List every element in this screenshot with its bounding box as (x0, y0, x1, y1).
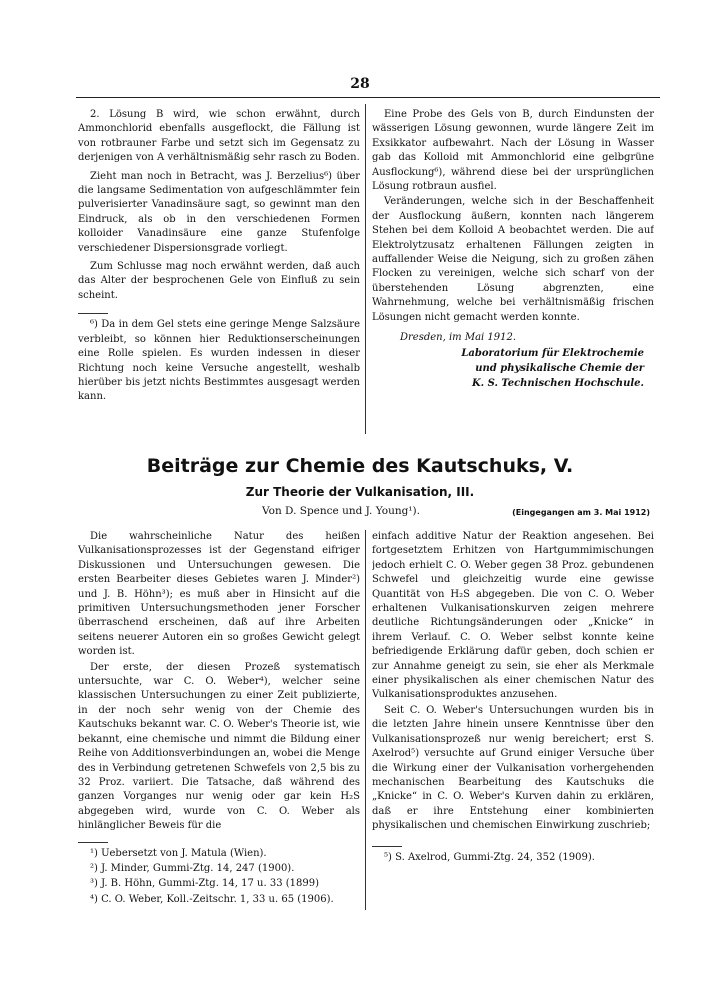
paragraph: 2. Lösung B wird, wie schon erwähnt, durch Ammonchlorid ebenfalls ausgeflockt, die Fällung ist von rotbrauner Farbe und setzt sich im Gegensatz zu derjenigen von A verhältnismäßig sehr rasch zu Boden. (78, 109, 360, 164)
footnote: ⁴) C. O. Weber, Koll.-Zeitschr. 1, 33 u. 65 (1906). (90, 893, 334, 905)
footnote-rule (372, 846, 402, 847)
footnote-rule (78, 313, 108, 314)
received-date: (Eingegangen am 3. Mai 1912) (512, 508, 650, 517)
paragraph: Seit C. O. Weber's Untersuchungen wurden bis in die letzten Jahre hinein unsere Kenntnisse über den Vulkanisationsprozeß nur wenig bereichert; erst S. Axelrod⁵) versuchte auf Grund einiger Versuche über die Wirkung einer der Vulkanisation vorhergehenden mechanischen Bearbeitung des Kautschuks die „Knicke“ in C. O. Weber's Kurven dahin zu erklären, daß er ihre Entstehung einer kombinierten physikalischen und chemischen Einwirkung zuschrieb; (372, 704, 654, 832)
footnote-rule (78, 842, 108, 843)
paragraph: Zum Schlusse mag noch erwähnt werden, daß auch das Alter der besprochenen Gele von Einfluß zu sein scheint. (78, 261, 360, 301)
article-byline: Von D. Spence und J. Young¹). (262, 505, 420, 517)
article-subtitle: Zur Theorie der Vulkanisation, III. (245, 485, 475, 499)
paragraph: Die wahrscheinliche Natur des heißen Vulkanisationsprozesses ist der Gegenstand eifriger Diskussionen und Untersuchungen gewesen. Die ersten Bearbeiter dieses Gebietes waren J. Minder²) und J. B. Höhn³); es muß aber in Hinsicht auf die primitiven Untersuchungsmethoden jener Forscher überraschend erscheinen, daß auf ihre Arbeiten seitens neuerer Autoren ein so großes Gewicht gelegt worden ist. (78, 531, 360, 658)
footnote: ¹) Uebersetzt von J. Matula (Wien). (90, 847, 267, 859)
dateline: Dresden, im Mai 1912. (400, 332, 517, 344)
column-divider (365, 104, 366, 434)
article-title: Beiträge zur Chemie des Kautschuks, V. (146, 455, 574, 477)
paragraph: einfach additive Natur der Reaktion angesehen. Bei fortgesetztem Erhitzen von Hartgummimischungen jedoch erhielt C. O. Weber gegen 38 Proz. gebundenen Schwefel und gleichzeitig wurde eine gewisse Quantität von H₂S abgegeben. Die von C. O. Weber erhaltenen Vulkanisationskurven zeigen mehrere deutliche Richtungsänderungen oder „Knicke“ in ihrem Verlauf. C. O. Weber selbst konnte keine befriedigende Erklärung dafür geben, doch schien er zur Annahme geneigt zu sein, sie eher als Merkmale einer physikalischen als einer chemischen Natur des Vulkanisationsproduktes anzusehen. (372, 531, 654, 701)
page-number: 28 (350, 76, 370, 92)
previous-article-right-column (372, 108, 654, 392)
previous-article-left-column (78, 108, 360, 405)
column-divider (365, 530, 366, 910)
footnote: ²) J. Minder, Gummi-Ztg. 14, 247 (1900). (90, 862, 295, 874)
footnote: ⁶) Da in dem Gel stets eine geringe Menge Salzsäure verbleibt, so können hier Reduktionserscheinungen eine Rolle spielen. Es wurden indessen in dieser Richtung noch keine Versuche angestellt, weshalb hierüber bis jetzt nichts Bestimmtes ausgesagt werden kann. (78, 319, 360, 403)
footnote: ⁵) S. Axelrod, Gummi-Ztg. 24, 352 (1909). (384, 851, 595, 863)
article-right-column (372, 530, 654, 865)
paragraph: Der erste, der diesen Prozeß systematisch untersuchte, war C. O. Weber⁴), welcher seine klassischen Untersuchungen zu einer Zeit publizierte, in der noch sehr wenig von der Chemie des Kautschuks bekannt war. C. O. Weber's Theorie ist, wie bekannt, eine chemische und nimmt die Bildung einer Reihe von Additionsverbindungen an, wobei die Menge des in Verbindung getretenen Schwefels von 2,5 bis zu 32 Proz. variiert. Die Tatsache, daß während des ganzen Vorganges nur wenig oder gar kein H₂S abgegeben wird, wurde von C. O. Weber als hinlänglicher Beweis für die (78, 661, 360, 832)
paragraph: Zieht man noch in Betracht, was J. Berzelius⁶) über die langsame Sedimentation von aufgeschlämmter fein pulverisierter Vanadinsäure sagt, so gewinnt man den Eindruck, als ob in den verschiedenen Formen kolloider Vanadinsäure eine ganze Stufenfolge verschiedener Dispersionsgrade vorliegt. (78, 170, 360, 254)
affiliation-line: und physikalische Chemie der (475, 362, 644, 374)
affiliation-line: K. S. Technischen Hochschule. (471, 378, 644, 390)
paragraph: Eine Probe des Gels von B, durch Eindunsten der wässerigen Lösung gewonnen, wurde längere Zeit im Exsikkator aufbewahrt. Nach der Lösung in Wasser gab das Kolloid mit Ammonchlorid eine gelbgrüne Ausflockung⁶), während diese bei der ursprünglichen Lösung rotbraun ausfiel. (372, 109, 654, 193)
header-rule (76, 97, 660, 98)
paragraph: Veränderungen, welche sich in der Beschaffenheit der Ausflockung äußern, konnten nach längerem Stehen bei dem Kolloid A beobachtet werden. Die auf Elektrolytzusatz erhaltenen Fällungen zeigten in auffallender Weise die Neigung, sich zu großen zähen Flocken zu vereinigen, welche sich scharf von der überstehenden Lösung abgrenzten, eine Wahrnehmung, welche bei verhältnismäßig frischen Lösungen nicht gemacht werden konnte. (372, 196, 654, 323)
article-left-column (78, 530, 360, 907)
affiliation-line: Laboratorium für Elektrochemie (461, 347, 644, 359)
footnote: ³) J. B. Höhn, Gummi-Ztg. 14, 17 u. 33 (1899) (90, 878, 319, 890)
